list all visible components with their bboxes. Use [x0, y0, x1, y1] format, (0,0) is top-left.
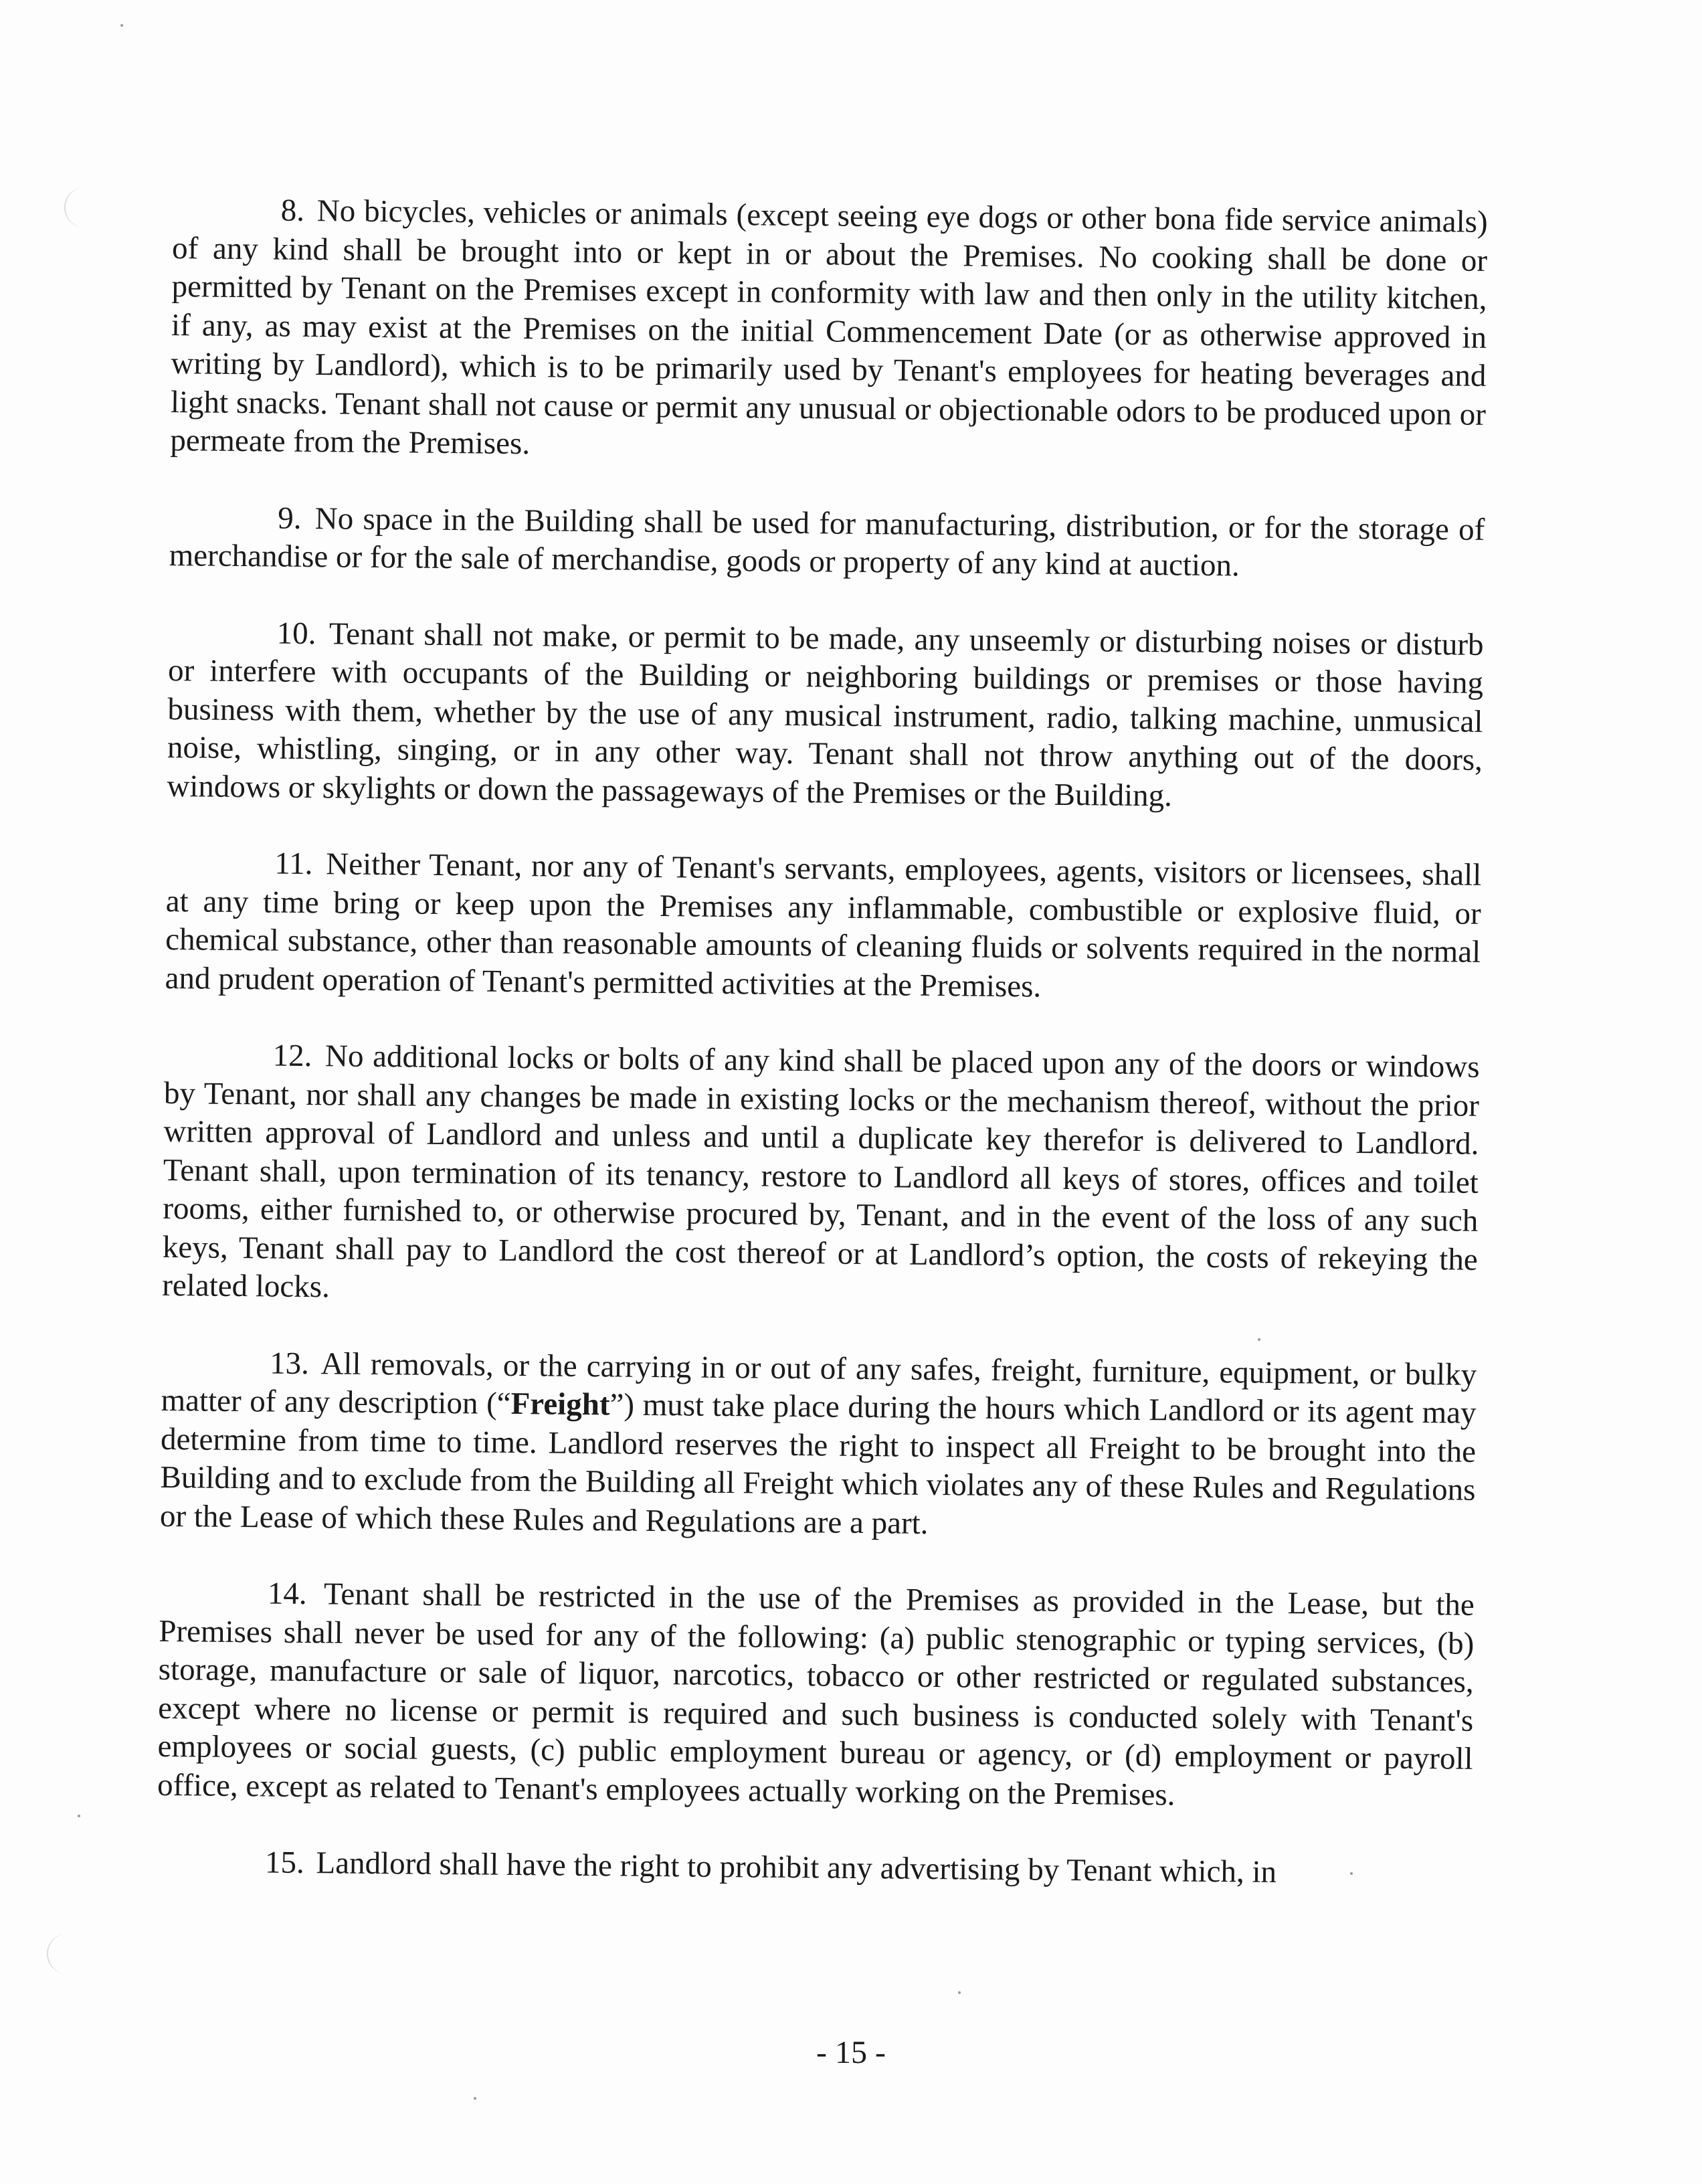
rule-number: 10. [276, 616, 316, 651]
rule-number: 13. [269, 1345, 310, 1381]
scan-speck [958, 1991, 961, 1994]
rule-paragraph-15 [157, 1843, 1472, 1894]
rule-text: No additional locks or bolts of any kind shall be placed upon any of the doors or windows by Tenant, nor shall any changes be made in existing locks or the mechanism thereof, without the prior written approval of Landlord and unless and until a duplicate key therefor is delivered to Landlord. Tenant shall, upon termination of its tenancy, restore to Landlord all keys of stores, offices and toilet rooms, either furnished to, or otherwise procured by, Tenant, and in the event of the loss of any such keys, Tenant shall pay to Landlord the cost thereof or at Landlord’s option, the costs of rekeying the related locks. [162, 1038, 1480, 1305]
scan-edge-mark [64, 187, 92, 227]
rule-paragraph-12 [162, 1036, 1480, 1317]
defined-term-freight: Freight [510, 1386, 610, 1423]
rule-number: 14. [267, 1576, 307, 1612]
rule-text: No bicycles, vehicles or animals (except seeing eye dogs or other bona fide service animals) of any kind shall be brought into or kept in or about the Premises. No cooking shall be done or permitted by Tenant on the Premises except in conformity with law and then only in the utility kitchen, if any, as may exist at the Premises on the initial Commencement Date (or as otherwise approved in writing by Landlord), which is to be primarily used by Tenant's employees for heating beverages and light snacks. Tenant shall not cause or permit any unusual or objectionable odors to be produced upon or permeate from the Premises. [170, 193, 1488, 462]
scan-speck [78, 1815, 80, 1817]
rule-text: Neither Tenant, nor any of Tenant's servants, employees, agents, visitors or licensees, shall at any time bring or keep upon the Premises any inflammable, combustible or explosive fluid, or chemical substance, other than reasonable amounts of cleaning fluids or solvents required in the normal and prudent operation of Tenant's permitted activities at the Premises. [165, 846, 1482, 1004]
rules-body [156, 191, 1488, 1932]
rule-paragraph-9 [169, 498, 1485, 587]
rule-number: 9. [278, 500, 302, 536]
rule-number: 12. [272, 1038, 312, 1074]
rule-text: No space in the Building shall be used for manufacturing, distribution, or for the storage of merchandise or for the sale of merchandise, goods or property of any kind at auction. [169, 500, 1485, 583]
rule-paragraph-10 [167, 613, 1484, 818]
rule-number: 15. [264, 1845, 305, 1881]
scan-speck [474, 2097, 476, 2100]
rule-text-continued: ”) must take place during the hours which Landlord or its agent may determine from time to time. Landlord reserves the right to inspect all Freight to be brought into the Building and to exclude from the Building all Freight which violates any of these Rules and Regulations or the Lease of which these Rules and Regulations are a part. [159, 1387, 1477, 1541]
rule-paragraph-8 [170, 191, 1488, 472]
page-number: - 15 - [816, 2035, 886, 2070]
rule-text: Tenant shall be restricted in the use of the Premises as provided in the Lease, but the Premises shall never be used for any of the following: (a) public stenographic or typing services, (b) storage, manufacture or sale of liquor, narcotics, tobacco or other restricted or regulated substances, except where no license or permit is required and such business is conducted solely with Tenant's employees or social guests, (c) public employment bureau or agency, or (d) employment or payroll office, except as related to Tenant's employees actually working on the Premises. [157, 1576, 1475, 1812]
rule-paragraph-11 [165, 844, 1481, 1010]
rule-number: 8. [280, 193, 305, 228]
rule-text: Tenant shall not make, or permit to be made, any unseemly or disturbing noises or disturb or interfere with occupants of the Building or neighboring buildings or premises or those having business with them, whether by the use of any musical instrument, radio, talking machine, unmusical noise, whistling, singing, or in any other way. Tenant shall not throw anything out of the doors, windows or skylights or down the passageways of the Premises or the Building. [167, 616, 1484, 813]
rule-text: All removals, or the carrying in or out of any safes, freight, furniture, equipment, or bulky matter of any description (“ [161, 1346, 1477, 1421]
scan-speck [120, 24, 123, 27]
rule-text: Landlord shall have the right to prohibit any advertising by Tenant which, in [316, 1845, 1277, 1890]
rule-number: 11. [274, 846, 313, 882]
rule-paragraph-14 [157, 1574, 1475, 1817]
scan-edge-mark [47, 1934, 75, 1974]
rule-paragraph-13 [160, 1343, 1477, 1548]
